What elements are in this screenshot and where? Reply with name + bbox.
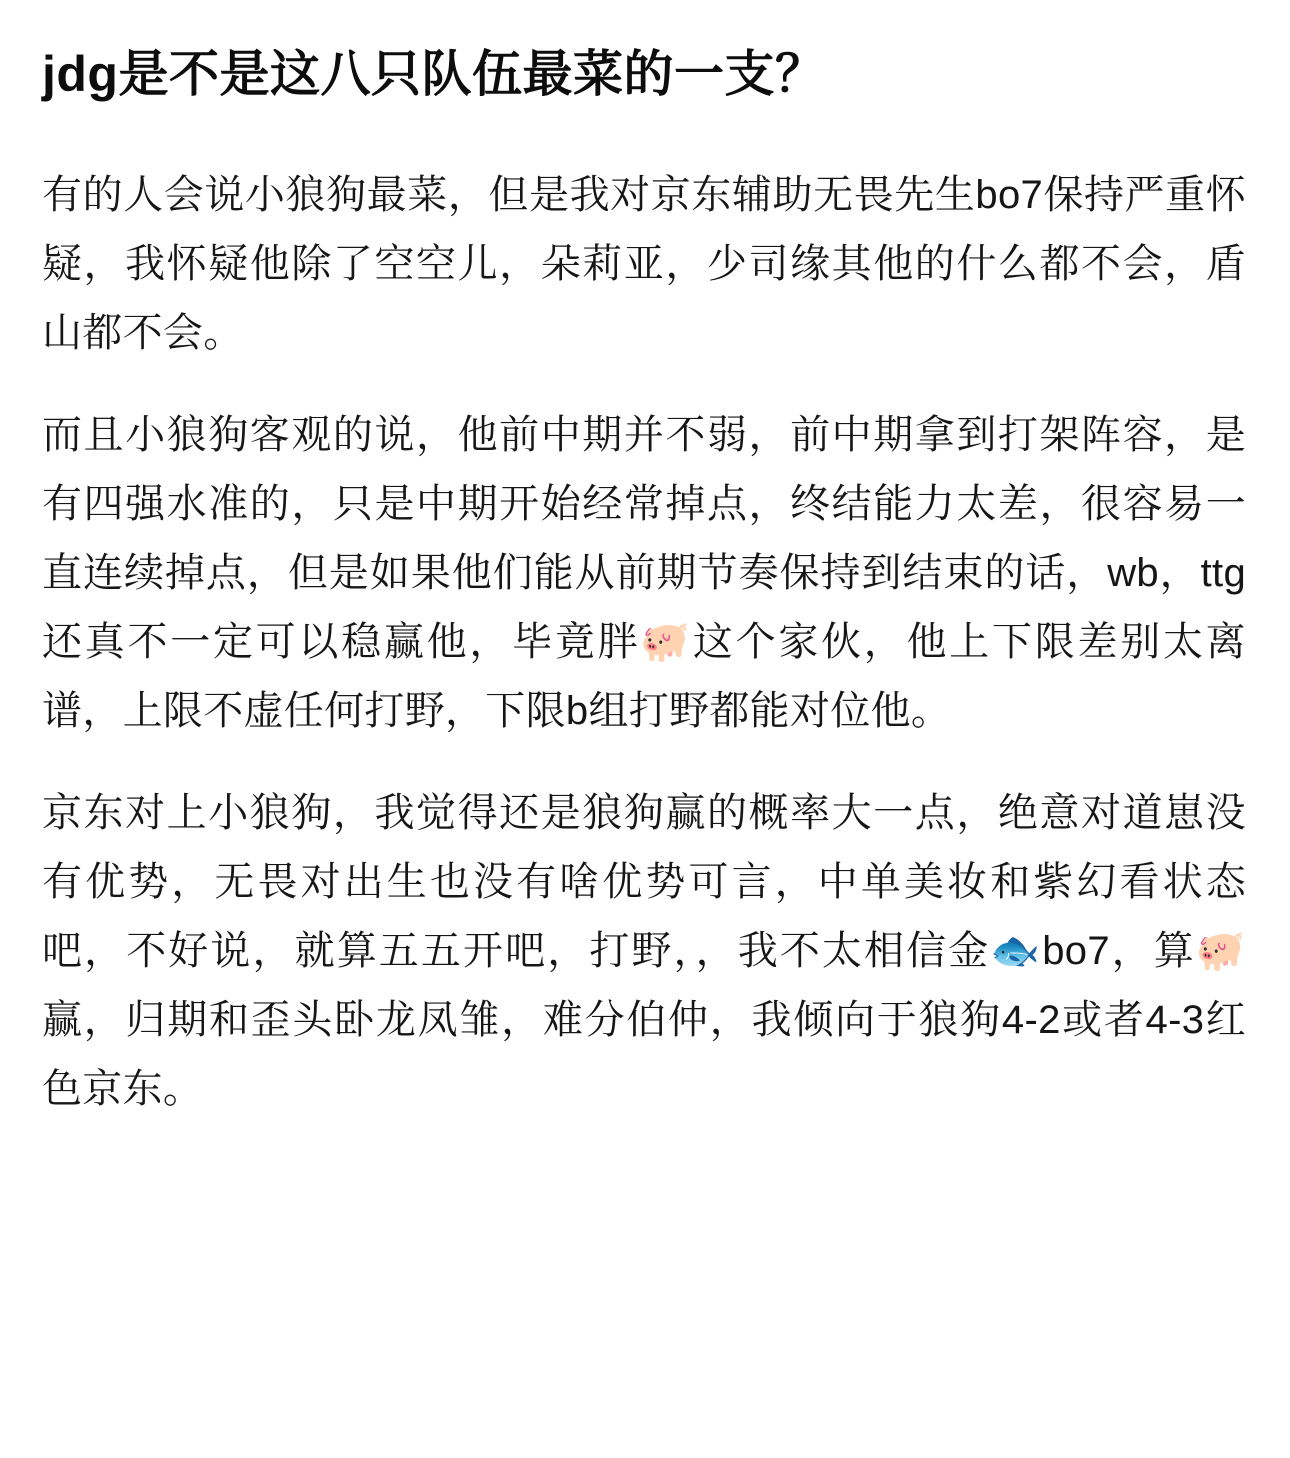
post-body [42,161,1246,1123]
page-title: jdg是不是这八只队伍最菜的一支？ [42,46,826,102]
paragraph: 京东对上小狼狗，我觉得还是狼狗赢的概率大一点，绝意对道崽没有优势，无畏对出生也没有啥优势可言，中单美妆和紫幻看状态吧，不好说，就算五五开吧，打野，，我不太相信金🐟bo7，算🐖赢，归期和歪头卧龙凤雏，难分伯仲，我倾向于狼狗4-2或者4-3红色京东。 [42,791,1246,1111]
paragraph: 有的人会说小狼狗最菜，但是我对京东辅助无畏先生bo7保持严重怀疑，我怀疑他除了空空儿，朵莉亚，少司缘其他的什么都不会，盾山都不会。 [42,173,1246,355]
paragraph: 而且小狼狗客观的说，他前中期并不弱，前中期拿到打架阵容，是有四强水准的，只是中期开始经常掉点，终结能力太差，很容易一直连续掉点，但是如果他们能从前期节奏保持到结束的话，wb，ttg还真不一定可以稳赢他，毕竟胖🐖这个家伙，他上下限差别太离谱，上限不虚任何打野，下限b组打野都能对位他。 [42,413,1246,733]
page-bottom-spacer [0,1432,1290,1458]
